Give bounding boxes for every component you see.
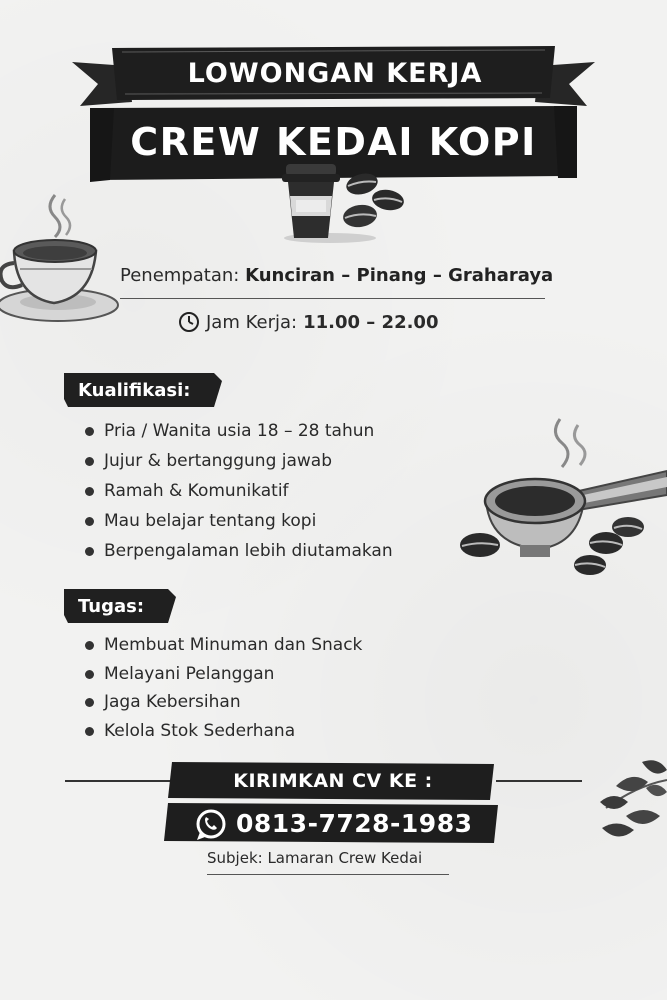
list-item: Melayani Pelanggan xyxy=(84,660,362,689)
list-item: Kelola Stok Sederhana xyxy=(84,717,362,746)
list-item: Pria / Wanita usia 18 – 28 tahun xyxy=(84,416,393,446)
placement-divider xyxy=(120,298,545,299)
placement-label: Penempatan: xyxy=(120,265,240,286)
coffee-leaves-icon xyxy=(596,758,667,844)
header-line2: CREW KEDAI KOPI xyxy=(130,120,537,164)
list-item: Berpengalaman lebih diutamakan xyxy=(84,536,393,566)
qualifications-title: Kualifikasi: xyxy=(78,379,191,401)
coffee-cup-saucer-icon xyxy=(0,185,120,330)
list-item: Jujur & bertanggung jawab xyxy=(84,446,393,476)
cta-line-right xyxy=(496,780,582,782)
placement-line xyxy=(120,265,554,286)
subject-divider xyxy=(207,874,449,875)
email-subject: Subjek: Lamaran Crew Kedai xyxy=(207,849,423,867)
list-item: Jaga Kebersihan xyxy=(84,688,362,717)
work-hours-line xyxy=(178,311,438,333)
work-hours-value: 11.00 – 22.00 xyxy=(303,311,439,333)
qualifications-list xyxy=(84,416,393,566)
placement-locations: Kunciran – Pinang – Graharaya xyxy=(245,265,554,286)
coffee-beans-icon xyxy=(340,172,410,240)
clock-icon xyxy=(178,311,200,333)
list-item: Mau belajar tentang kopi xyxy=(84,506,393,536)
cta-send-cv: KIRIMKAN CV KE : xyxy=(233,770,433,792)
duties-list xyxy=(84,631,362,745)
list-item: Membuat Minuman dan Snack xyxy=(84,631,362,660)
qualifications-heading xyxy=(64,373,236,407)
duties-heading xyxy=(64,589,190,623)
whatsapp-icon xyxy=(194,808,228,842)
duties-title: Tugas: xyxy=(78,595,145,617)
list-item: Ramah & Komunikatif xyxy=(84,476,393,506)
work-hours-label: Jam Kerja: xyxy=(206,311,298,333)
portafilter-icon xyxy=(450,415,667,585)
phone-number[interactable]: 0813-7728-1983 xyxy=(236,808,473,838)
cta-line-left xyxy=(65,780,170,782)
header-line1: LOWONGAN KERJA xyxy=(187,57,483,89)
